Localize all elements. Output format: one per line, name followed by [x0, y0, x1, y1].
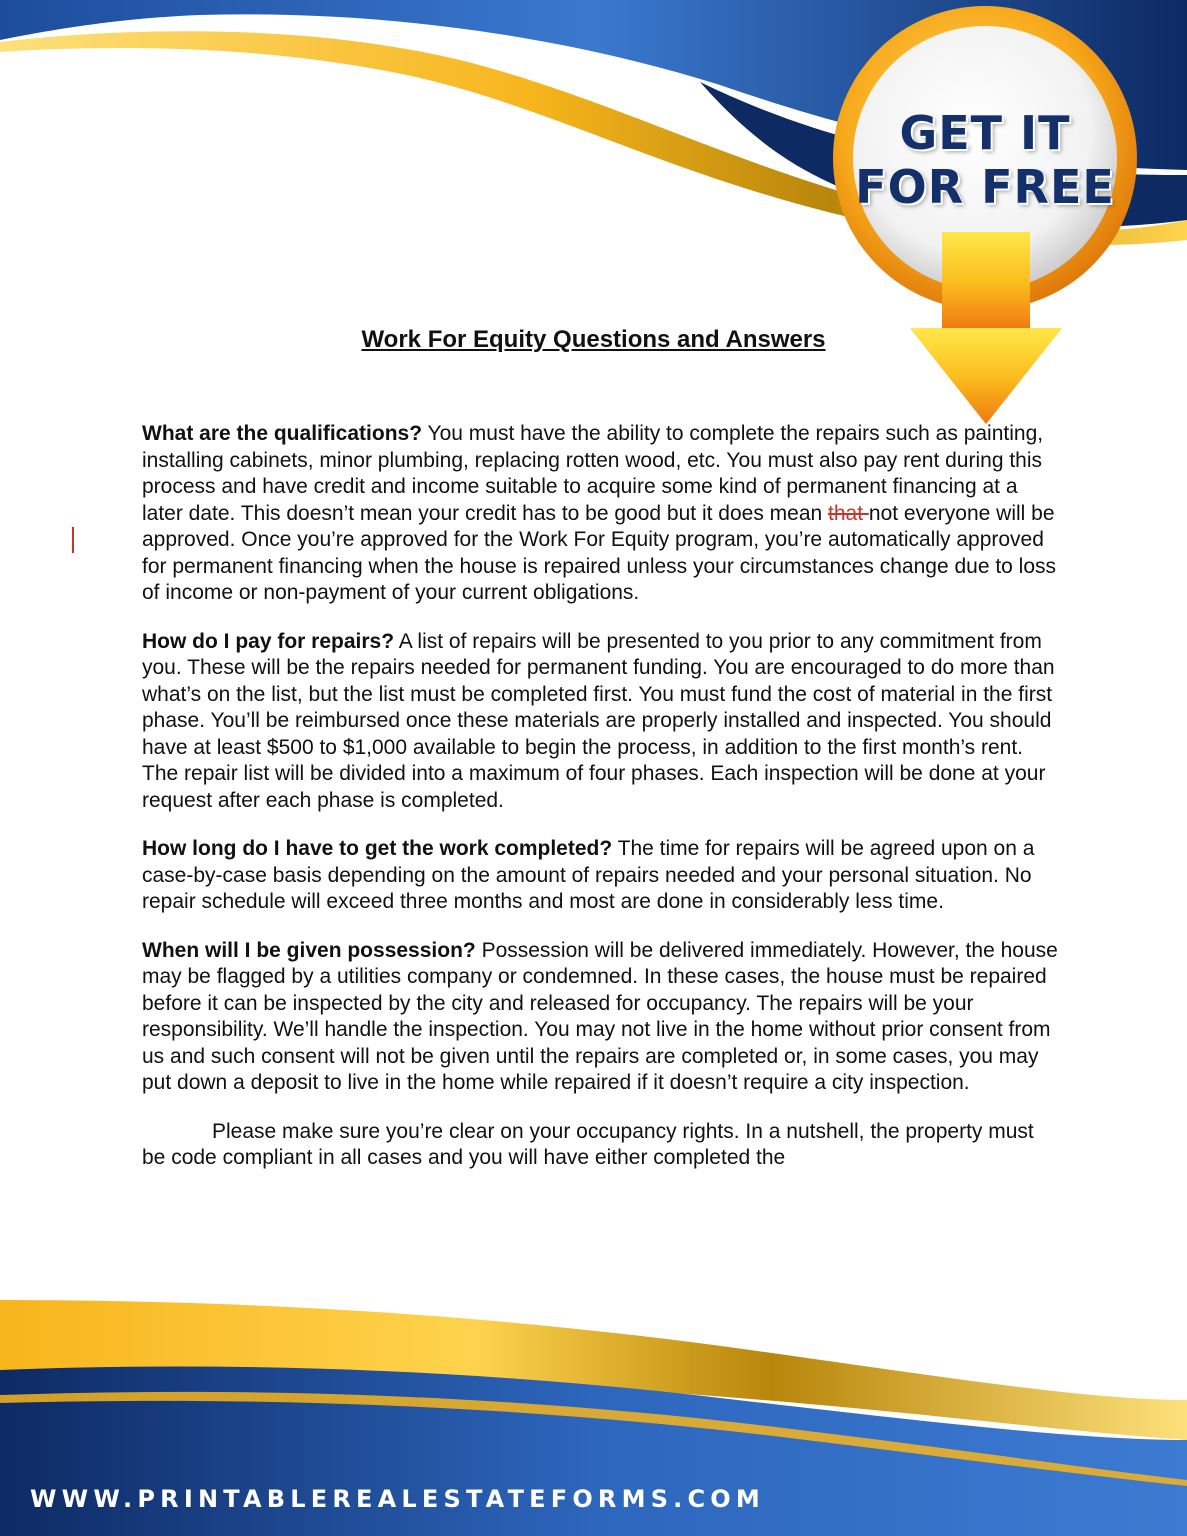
badge-headline-line2: FOR FREE: [855, 160, 1115, 214]
qa-paragraph: [142, 836, 1062, 916]
question-text: What are the qualifications?: [142, 422, 423, 445]
question-text: When will I be given possession?: [142, 938, 476, 962]
document-title: Work For Equity Questions and Answers: [361, 326, 826, 353]
document-body: [142, 421, 1062, 1194]
badge-headline-line1: GET IT: [899, 106, 1071, 160]
qa-paragraph: [142, 421, 1062, 607]
question-text: How do I pay for repairs?: [142, 629, 395, 653]
footer-website-url: WWW.PRINTABLEREALESTATEFORMS.COM: [30, 1485, 765, 1513]
struck-revision-text: that: [828, 501, 869, 525]
question-text: How long do I have to get the work completed?: [142, 837, 613, 860]
closing-paragraph: Please make sure you’re clear on your occupancy rights. In a nutshell, the property must be code compliant in all cases and you will have either completed the: [142, 1119, 1034, 1169]
answer-text: Possession will be delivered immediately. However, the house may be flagged by a utilities company or condemned. In these cases, the house must be repaired before it can be inspected by the city and released for occupancy. The repairs will be your responsibility. We’ll handle the inspection. You may not live in the home without prior consent from us and such consent will not be given until the repairs are completed or, in some cases, you may put down a deposit to live in the home while repaired if it doesn’t require a city inspection.: [142, 938, 1058, 1094]
answer-text: A list of repairs will be presented to you prior to any commitment from you. These will be the repairs needed for permanent funding. You are encouraged to do more than what’s on the list, but the list must be completed first. You must fund the cost of material in the first phase. You’ll be reimbursed once these materials are properly installed and inspected. You should have at least $500 to $1,000 available to begin the process, in addition to the first month’s rent. The repair list will be divided into a maximum of four phases. Each inspection will be done at your request after each phase is completed.: [142, 629, 1055, 812]
answer-text: The time for repairs will be agreed upon on a case-by-case basis depending on the amount of repairs needed and your personal situation. No repair schedule will exceed three months and most are done in considerably less time.: [142, 837, 1035, 913]
qa-paragraph: [142, 938, 1062, 1097]
answer-text: You must have the ability to complete the repairs such as painting, installing cabinets, minor plumbing, replacing rotten wood, etc. You must also pay rent during this process and have credit and income suitable to acquire some kind of permanent financing at a later date. This doesn’t mean your credit has to be good but it does mean: [142, 422, 1044, 525]
answer-text: not everyone will be approved. Once you’re approved for the Work For Equity program, you’re automatically approved for permanent financing when the house is repaired unless your circumstances change due to loss of income or non-payment of your current obligations.: [142, 501, 1057, 604]
revision-change-bar: [72, 527, 74, 553]
qa-paragraph: [142, 629, 1062, 815]
